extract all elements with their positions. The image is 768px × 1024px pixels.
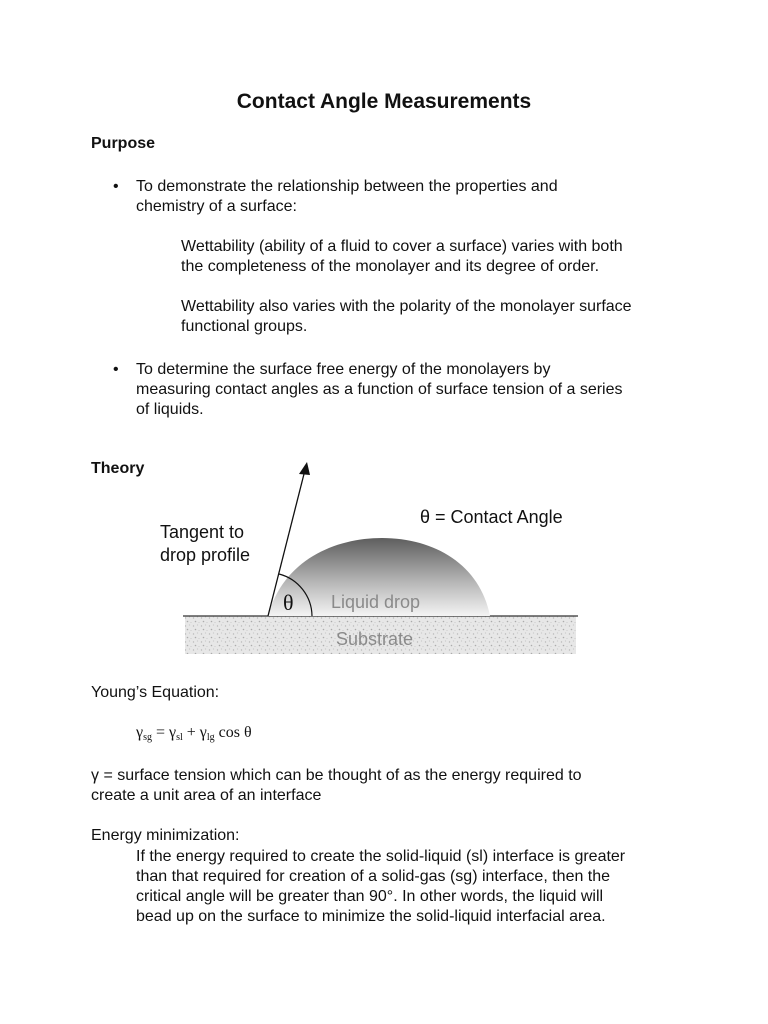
plus-sign: +	[182, 724, 200, 741]
bullet-1-sub-1-line-2: the completeness of the monolayer and its degree of order.	[181, 258, 600, 275]
purpose-heading: Purpose	[91, 135, 156, 152]
tangent-label-line-2: drop profile	[160, 545, 251, 565]
bullet-1-sub-2-line-2: functional groups.	[181, 318, 308, 335]
bullet-1-line-1: To demonstrate the relationship between the properties and	[136, 178, 558, 195]
youngs-equation	[136, 724, 252, 743]
bullet-1-sub-2-line-1: Wettability also varies with the polarity of the monolayer surface	[181, 298, 632, 315]
bullet-1-marker: •	[113, 178, 119, 195]
energy-line-4: bead up on the surface to minimize the solid-liquid interfacial area.	[136, 908, 606, 925]
energy-minimization-heading: Energy minimization:	[91, 827, 240, 844]
bullet-1-sub-2	[181, 297, 632, 337]
tangent-label-line-1: Tangent to	[160, 522, 245, 542]
bullet-1-line-2: chemistry of a surface:	[136, 198, 297, 215]
bullet-1-text	[136, 177, 558, 217]
gamma-definition	[91, 766, 582, 806]
cos-theta-term: cos θ	[214, 724, 252, 741]
bullet-2-line-1: To determine the surface free energy of the monolayers by	[136, 361, 551, 378]
bullet-2-marker: •	[113, 361, 119, 378]
tangent-arrowhead	[299, 462, 310, 475]
energy-line-3: critical angle will be greater than 90°. In other words, the liquid will	[136, 888, 604, 905]
subscript-sl: sl	[176, 732, 183, 743]
subscript-sg: sg	[143, 732, 152, 743]
theta-symbol: θ	[283, 590, 294, 615]
gamma-symbol: γ	[136, 724, 144, 741]
contact-angle-diagram	[150, 455, 600, 665]
bullet-1-sub-1	[181, 237, 623, 277]
theory-heading: Theory	[91, 460, 145, 477]
bullet-2-line-3: of liquids.	[136, 401, 204, 418]
gamma-symbol: γ	[199, 724, 207, 741]
youngs-equation-label: Young’s Equation:	[91, 684, 220, 701]
substrate-label: Substrate	[336, 629, 414, 649]
gamma-definition-line-2: create a unit area of an interface	[91, 787, 322, 804]
contact-angle-label: θ = Contact Angle	[420, 507, 563, 527]
subscript-lg: lg	[206, 732, 215, 743]
gamma-symbol: γ	[169, 724, 177, 741]
energy-minimization-text	[136, 847, 625, 927]
bullet-2-text	[136, 360, 623, 420]
liquid-drop-label: Liquid drop	[331, 592, 421, 612]
energy-line-1: If the energy required to create the solid-liquid (sl) interface is greater	[136, 848, 626, 865]
energy-line-2: than that required for creation of a solid-gas (sg) interface, then the	[136, 868, 611, 885]
gamma-definition-line-1: γ = surface tension which can be thought of as the energy required to	[91, 767, 582, 784]
page-title: Contact Angle Measurements	[236, 90, 532, 113]
bullet-1-sub-1-line-1: Wettability (ability of a fluid to cover a surface) varies with both	[181, 238, 623, 255]
bullet-2-line-2: measuring contact angles as a function of surface tension of a series	[136, 381, 623, 398]
equals-sign: =	[151, 724, 170, 741]
